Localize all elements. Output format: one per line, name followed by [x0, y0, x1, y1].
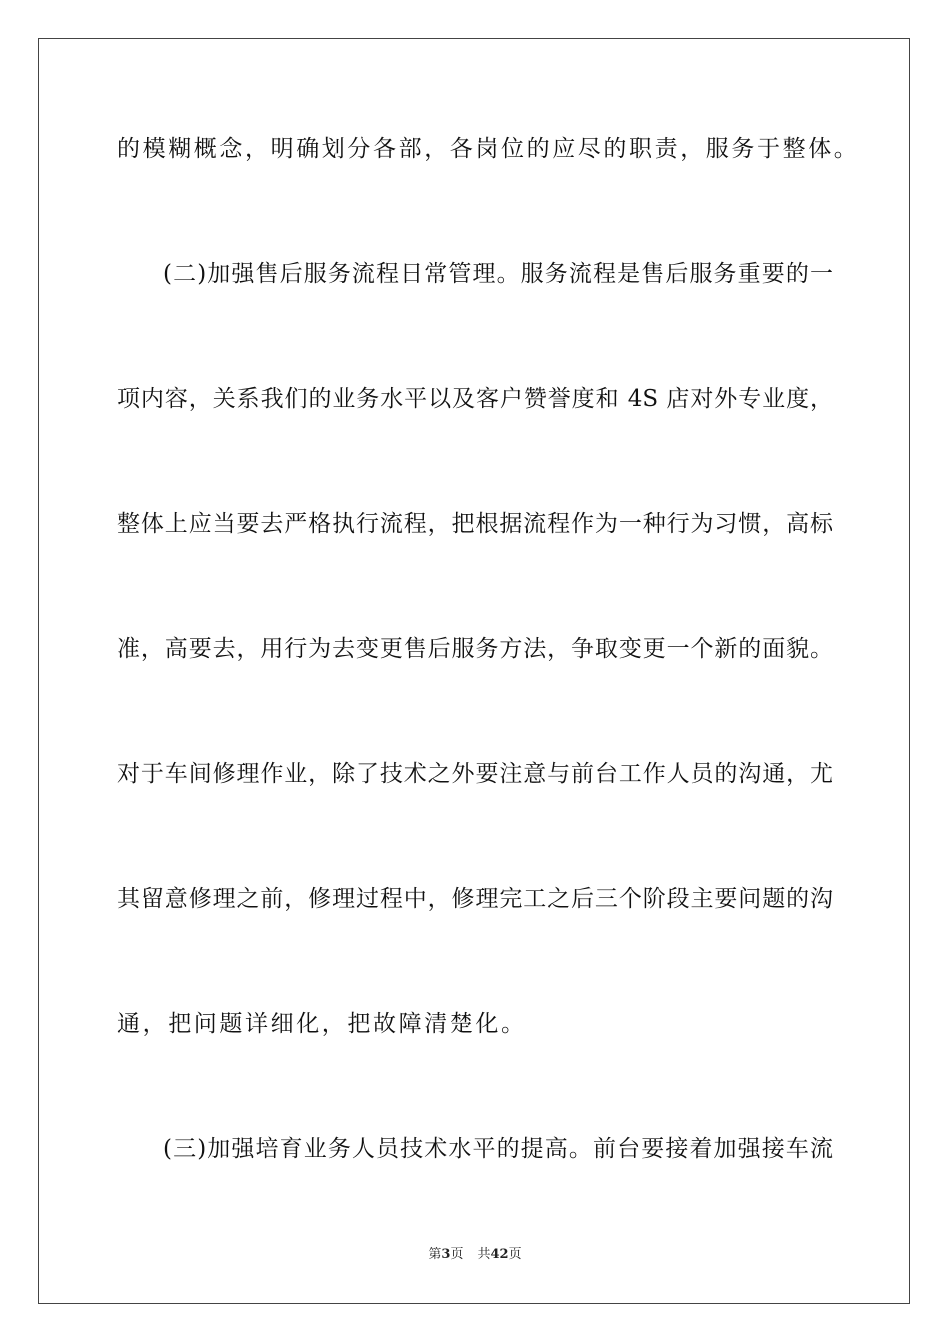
page-frame — [38, 38, 910, 1304]
body-line-2: (二)加强售后服务流程日常管理。服务流程是售后服务重要的一 — [163, 261, 833, 287]
footer-page-number: 3 — [441, 1247, 451, 1262]
body-line-5: 准，高要去，用行为去变更售后服务方法，争取变更一个新的面貌。 — [117, 636, 833, 662]
page-footer — [0, 1246, 950, 1264]
body-line-3: 项内容，关系我们的业务水平以及客户赞誉度和 4S 店对外专业度， — [117, 386, 833, 412]
body-line-4: 整体上应当要去严格执行流程，把根据流程作为一种行为习惯，高标 — [117, 511, 833, 537]
body-line-8: 通，把问题详细化，把故障清楚化。 — [117, 1011, 527, 1037]
footer-total-pages: 42 — [490, 1247, 509, 1262]
footer-page-suffix: 页 — [450, 1247, 464, 1262]
body-line-7: 其留意修理之前，修理过程中，修理完工之后三个阶段主要问题的沟 — [117, 886, 833, 912]
body-line-1: 的模糊概念，明确划分各部，各岗位的应尽的职责，服务于整体。 — [117, 136, 860, 162]
body-line-9: (三)加强培育业务人员技术水平的提高。前台要接着加强接车流 — [163, 1136, 833, 1162]
footer-page-prefix: 第 — [428, 1247, 442, 1262]
footer-total-suffix: 页 — [508, 1247, 522, 1262]
body-line-6: 对于车间修理作业，除了技术之外要注意与前台工作人员的沟通，尤 — [117, 761, 833, 787]
footer-total-prefix: 共 — [477, 1247, 491, 1262]
